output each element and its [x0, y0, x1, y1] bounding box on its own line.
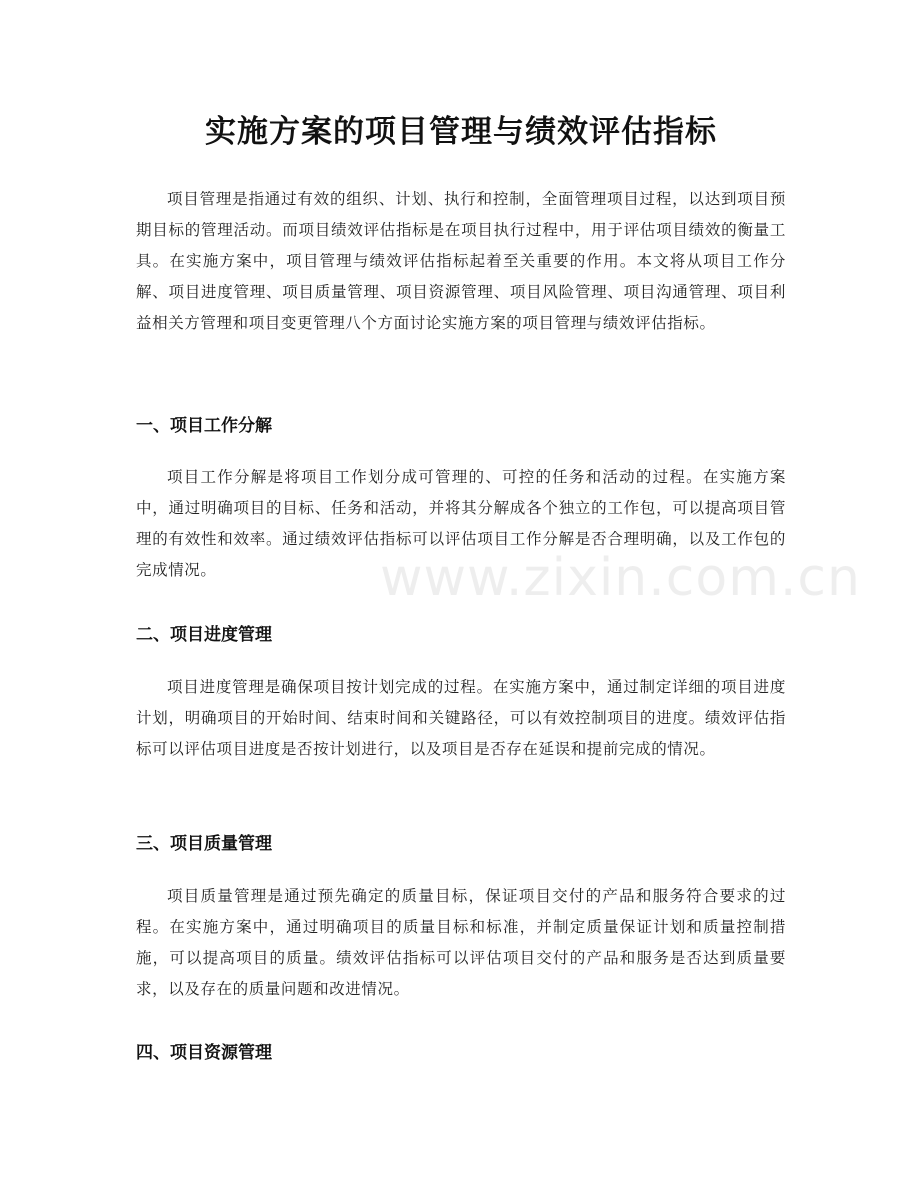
section-heading-resources: 四、项目资源管理 — [136, 1043, 272, 1063]
section-heading-quality: 三、项目质量管理 — [136, 834, 272, 854]
watermark: www.zixin.com.cn — [380, 548, 861, 608]
section-body-schedule: 项目进度管理是确保项目按计划完成的过程。在实施方案中，通过制定详细的项目进度计划，明确项目的开始时间、结束时间和关键路径，可以有效控制项目的进度。绩效评估指标可以评估项目进度是否按计划进行，以及项目是否存在延误和提前完成的情况。 — [136, 678, 786, 758]
section-body-quality: 项目质量管理是通过预先确定的质量目标，保证项目交付的产品和服务符合要求的过程。在实施方案中，通过明确项目的质量目标和标准，并制定质量保证计划和质量控制措施，可以提高项目的质量。绩效评估指标可以评估项目交付的产品和服务是否达到质量要求，以及存在的质量问题和改进情况。 — [136, 887, 786, 998]
section-heading-schedule: 二、项目进度管理 — [136, 625, 272, 645]
section-body-work-breakdown: 项目工作分解是将项目工作划分成可管理的、可控的任务和活动的过程。在实施方案中，通过明确项目的目标、任务和活动，并将其分解成各个独立的工作包，可以提高项目管理的有效性和效率。通过绩效评估指标可以评估项目工作分解是否合理明确，以及工作包的完成情况。 — [136, 468, 786, 579]
intro-paragraph: 项目管理是指通过有效的组织、计划、执行和控制，全面管理项目过程，以达到项目预期目标的管理活动。而项目绩效评估指标是在项目执行过程中，用于评估项目绩效的衡量工具。在实施方案中，项目管理与绩效评估指标起着至关重要的作用。本文将从项目工作分解、项目进度管理、项目质量管理、项目资源管理、项目风险管理、项目沟通管理、项目利益相关方管理和项目变更管理八个方面讨论实施方案的项目管理与绩效评估指标。 — [136, 190, 786, 332]
section-heading-work-breakdown: 一、项目工作分解 — [136, 416, 272, 436]
document-title: 实施方案的项目管理与绩效评估指标 — [205, 114, 717, 150]
